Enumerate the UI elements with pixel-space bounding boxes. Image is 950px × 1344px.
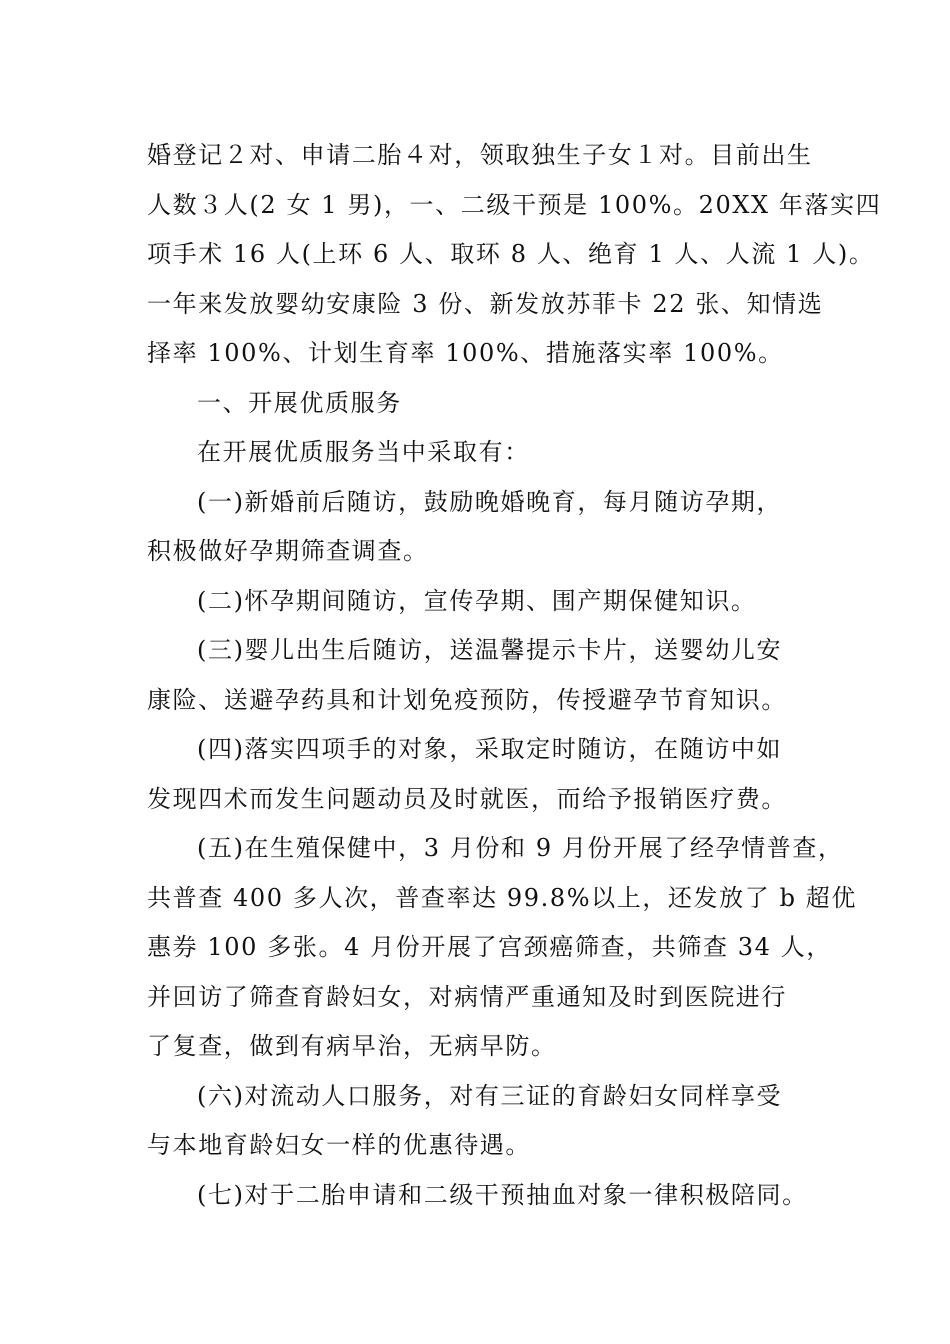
text-line-4: 一年来发放婴幼安康险 3 份、新发放苏菲卡 22 张、知情选 <box>147 289 824 318</box>
list-item-3-line-2: 康险、送避孕药具和计划免疫预防，传授避孕节育知识。 <box>147 685 787 714</box>
list-item-2-line-1: (二)怀孕期间随访，宣传孕期、围产期保健知识。 <box>197 586 757 615</box>
list-item-7-line-1: (七)对于二胎申请和二级干预抽血对象一律积极陪同。 <box>197 1180 808 1209</box>
list-item-4-line-2: 发现四术而发生问题动员及时就医，而给予报销医疗费。 <box>147 784 787 813</box>
list-item-5-line-4: 并回访了筛查育龄妇女，对病情严重通知及时到医院进行 <box>147 982 787 1011</box>
list-item-5-line-3: 惠券 100 多张。4 月份开展了宫颈癌筛查，共筛查 34 人， <box>147 933 832 961</box>
text-line-1: 婚登记２对、申请二胎４对，领取独生子女１对。目前出生 <box>147 141 813 169</box>
list-item-4-line-1: (四)落实四项手的对象，采取定时随访，在随访中如 <box>197 735 783 763</box>
list-item-3-line-1: (三)婴儿出生后随访，送温馨提示卡片，送婴幼儿安 <box>197 636 783 664</box>
text-line-3: 项手术 16 人(上环 6 人、取环 8 人、绝育 1 人、人流 1 人)。 <box>147 240 875 268</box>
document-body <box>147 131 882 1220</box>
text-line-2: 人数３人(2 女 1 男)，一、二级干预是 100%。20XX 年落实四 <box>147 190 882 219</box>
list-item-1-line-1: (一)新婚前后随访，鼓励晚婚晚育，每月随访孕期， <box>197 487 783 516</box>
list-item-5-line-5: 了复查，做到有病早治，无病早防。 <box>147 1032 557 1060</box>
list-item-5-line-2: 共普查 400 多人次，普查率达 99.8%以上，还发放了 b 超优 <box>147 883 857 912</box>
text-line-5: 择率 100%、计划生育率 100%、措施落实率 100%。 <box>147 339 784 367</box>
text-line-7: 在开展优质服务当中采取有： <box>197 438 530 466</box>
section-heading-1: 一、开展优质服务 <box>197 388 402 417</box>
list-item-5-line-1: (五)在生殖保健中，3 月份和 9 月份开展了经孕情普查， <box>197 834 844 862</box>
list-item-1-line-2: 积极做好孕期筛查调查。 <box>147 537 429 565</box>
list-item-6-line-1: (六)对流动人口服务，对有三证的育龄妇女同样享受 <box>197 1081 783 1110</box>
list-item-6-line-2: 与本地育龄妇女一样的优惠待遇。 <box>147 1131 531 1159</box>
